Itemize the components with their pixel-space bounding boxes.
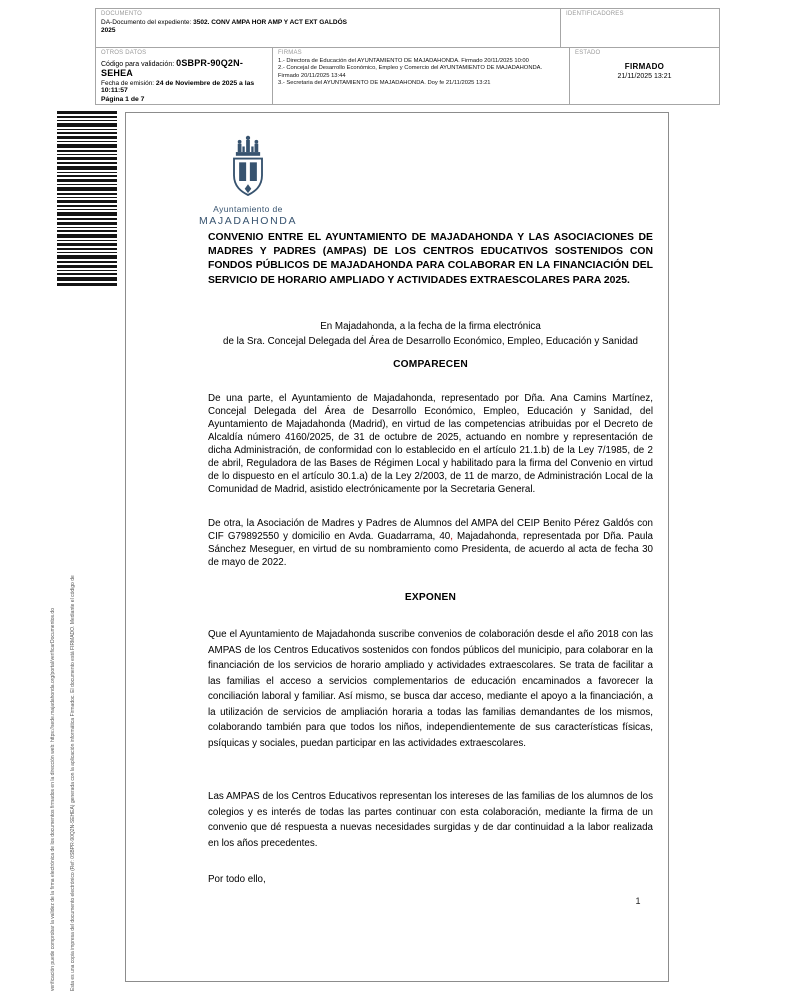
firma-item-2: 2.- Concejal de Desarrollo Económico, Empleo y Comercio del AYUNTAMIENTO DE MAJADAHONDA. Firmado 20/11/2025 13:44 [278,65,543,79]
validation-code-label: Código para validación: [101,61,177,68]
page-count-line: Página 1 de 7 [101,96,145,103]
heading-comparecen: COMPARECEN [393,359,468,370]
metadata-row-1 [96,9,719,48]
majadahonda-logo [178,133,318,227]
identificadores-cell [560,9,719,47]
verification-sidebar-text-line2: verificación puede comprobar la validez de la firma electrónica de los documentos firmados en la dirección web: https://sede.majadahonda.org/portal/verificarDocumentos.do [50,608,56,991]
firmas-label: FIRMAS [278,50,302,56]
metadata-row-2 [96,48,719,104]
document-body [125,112,669,982]
documento-label: DOCUMENTO [101,11,143,17]
status-badge: FIRMADO [624,62,665,71]
validation-code-line [101,58,267,78]
estado-body [575,62,714,80]
paragraph-parte-ayuntamiento: De una parte, el Ayuntamiento de Majadahonda, representado por Dña. Ana Camins Martínez, Concejal Delegada del Área de Desarrollo Económico, Empleo, Educación y Sanidad, del Ayuntamiento de Majadahonda (Madrid), en virtud de las competencias atribuidas por el Decreto de Alcaldía número 4160/2025, de 31 de octubre de 2025, actuando en nombre y representación de dicha Administración, de conformidad con lo establecido en el artículo 21.1.b) de la Ley 7/1985, de 2 de abril, Reguladora de las Bases de Régimen Local y habilitado para la firma del Convenio en virtud de lo dispuesto en el artículo 30.1.a) de la Ley 2/2003, de 11 de marzo, de Administración Local de la Comunidad de Madrid, asistido electrónicamente por la Secretaria General. [208,393,653,495]
emission-date-line [101,80,267,94]
page-number: 1 [635,896,641,906]
emission-date-label: Fecha de emisión: [101,80,156,87]
barcode-image [57,111,117,287]
barcode [57,111,117,287]
validation-code-value: 0SBPR-90Q2N-SEHEA [101,58,244,78]
documento-cell [96,9,560,47]
paragraph-parte-ampa: De otra, la Asociación de Madres y Padres de Alumnos del AMPA del CEIP Benito Pérez Galdós con CIF G79892550 y domicilio en Avda. Guadarrama, 40, Majadahonda, representada por Dña. Paula Sánchez Meseguer, en virtud de su nombramiento como Presidenta, de acuerdo al acta de fecha 30 de mayo de 2022. [208,518,653,568]
dateline-block [208,319,653,349]
logo-text-line1: Ayuntamiento de [213,204,283,214]
dateline-line1: En Majadahonda, a la fecha de la firma electrónica [320,321,541,332]
firmas-cell [272,48,569,104]
firma-item-3: 3.- Secretaria del AYUNTAMIENTO DE MAJADAHONDA. Doy fe 21/11/2025 13:21 [278,80,491,87]
document-metadata-table [95,8,720,105]
logo-text-line2: MAJADAHONDA [198,215,298,227]
otros-datos-cell [96,48,272,104]
emission-date-value: 24 de Noviembre de 2025 a las 10:11:57 [101,80,255,94]
status-datetime: 21/11/2025 13:21 [617,73,672,80]
document-title: CONVENIO ENTRE EL AYUNTAMIENTO DE MAJADAHONDA Y LAS ASOCIACIONES DE MADRES Y PADRES (AMPAS) DE LOS CENTROS EDUCATIVOS SOSTENIDOS CON FONDOS PÚBLICOS DE MAJADAHONDA PARA COLABORAR EN LA FINANCIACIÓN DEL SERVICIO DE HORARIO AMPLIADO Y ACTIVIDADES EXTRAESCOLARES PARA 2025. [208,232,653,286]
documento-value: DA-Documento del expediente: 3502. CONV AMPA HOR AMP Y ACT EXT GALDÓS 2025 [101,19,348,34]
closing-line: Por todo ello, [208,874,266,885]
firma-item-1: 1.- Directora de Educación del AYUNTAMIENTO DE MAJADAHONDA. Firmado 20/11/2025 10:00 [278,58,529,64]
dateline-line2: de la Sra. Concejal Delegada del Área de Desarrollo Económico, Empleo, Educación y Sanidad [223,336,638,347]
majadahonda-coat-of-arms-icon [220,133,276,201]
verification-sidebar-text-line1: Esta es una copia impresa del documento electrónico (Ref: 0SBPR-90Q2N-SEHEA) generada con la aplicación informática Firmadoc. El documento está FIRMADO. Mediante el código de [70,575,76,991]
identificadores-label: IDENTIFICADORES [566,11,624,17]
heading-exponen: EXPONEN [404,592,457,603]
otros-datos-label: OTROS DATOS [101,50,147,56]
estado-cell [569,48,719,104]
estado-label: ESTADO [575,50,601,56]
paragraph-exponen-2: Las AMPAS de los Centros Educativos representan los intereses de las familias de los alumnos de los colegios y es interés de todas las partes continuar con esta colaboración, mediante la firma de un convenio que dé respuesta a nuevas necesidades surgidas y de dar continuidad a la labor realizada en los años precedentes. [208,791,653,849]
paragraph-exponen-1: Que el Ayuntamiento de Majadahonda suscribe convenios de colaboración desde el año 2018 con las AMPAS de los Centros Educativos sostenidos con fondos públicos del municipio, para colaborar en la financiación de los servicios de horario ampliado y actividades extraescolares. Se trata de facilitar a las familias el acceso a servicios complementarios de educación encaminados a favorecer la conciliación laboral y familiar. Así mismo, se busca dar acceso, mediante el apoyo a la financiación, a la utilización de servicios de ampliación horaria a todas las familias demandantes de los mismos, colaborando también para que todos los niños, independientemente de sus características físicas, psíquicas y sociales, puedan participar en las actividades extraescolares. [208,629,653,749]
